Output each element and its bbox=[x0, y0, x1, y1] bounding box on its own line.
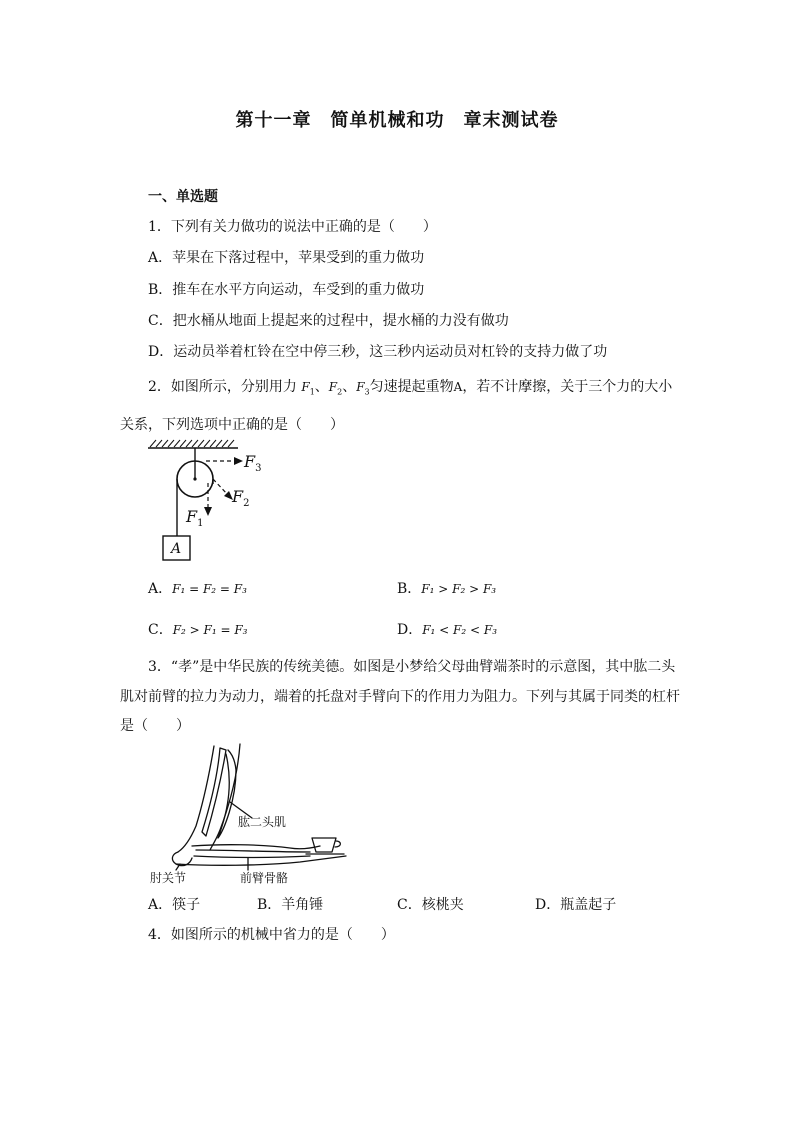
q2-option-a: A．F₁ = F₂ = F₃ bbox=[148, 581, 247, 597]
q2-stem-part-c: ，若不计摩擦，关于三个力的大小 bbox=[462, 379, 673, 395]
q4-stem: 4．如图所示的机械中省力的是（ ） bbox=[148, 927, 395, 943]
q2-stem-part-b: 匀速提起重物 bbox=[369, 379, 454, 395]
q3-option-a: A．筷子 bbox=[148, 897, 201, 913]
q3-stem-line3: 是（ ） bbox=[120, 718, 190, 734]
q1-option-a: A．苹果在下落过程中，苹果受到的重力做功 bbox=[148, 250, 425, 266]
q2-option-c: C．F₂ > F₁ = F₃ bbox=[148, 622, 248, 638]
page-title: 第十一章 简单机械和功 章末测试卷 bbox=[235, 110, 559, 131]
q2-f2: $F_2$ bbox=[328, 380, 343, 397]
q3-stem-line2: 肌对前臂的拉力为动力，端着的托盘对手臂向下的作用力为阻力。下列与其属于同类的杠杆 bbox=[120, 689, 680, 705]
q3-option-c: C．核桃夹 bbox=[397, 897, 464, 913]
force-f2-label: $F_2$ bbox=[232, 487, 250, 509]
force-f3-label: $F_3$ bbox=[244, 452, 262, 474]
biceps-label: 肱二头肌 bbox=[238, 815, 287, 829]
arm-figure bbox=[140, 740, 360, 888]
force-f2-arrow bbox=[213, 479, 233, 500]
ceiling-hatch bbox=[148, 440, 238, 448]
q2-f3: $F_3$ bbox=[356, 380, 370, 397]
tea-cup-handle bbox=[335, 841, 340, 847]
q2-option-d: D．F₁ < F₂ < F₃ bbox=[397, 622, 498, 638]
section-heading: 一、单选题 bbox=[148, 189, 218, 205]
q2-option-b: B．F₁ > F₂ > F₃ bbox=[397, 581, 497, 597]
q2-stem-part-a: 2．如图所示，分别用力 bbox=[148, 379, 297, 395]
q1-stem: 1．下列有关力做功的说法中正确的是（ ） bbox=[148, 219, 437, 235]
force-f3-arrow bbox=[206, 457, 243, 465]
q2-block-label: A bbox=[453, 380, 463, 394]
q3-option-d: D．瓶盖起子 bbox=[535, 897, 617, 913]
pulley-axle bbox=[193, 477, 196, 480]
weight-block-label: A bbox=[171, 541, 182, 557]
forearm-bone-ulna bbox=[194, 856, 310, 858]
forearm-label: 前臂骨骼 bbox=[240, 871, 289, 885]
upper-arm-outline-back bbox=[210, 744, 240, 850]
forearm-bone-radius bbox=[196, 850, 310, 852]
pulley-figure bbox=[140, 436, 280, 566]
q1-option-c: C．把水桶从地面上提起来的过程中，提水桶的力没有做功 bbox=[148, 313, 509, 329]
elbow-joint bbox=[172, 852, 192, 866]
q1-option-d: D．运动员举着杠铃在空中停三秒，这三秒内运动员对杠铃的支持力做了功 bbox=[148, 344, 608, 360]
upper-arm-outline bbox=[178, 746, 214, 852]
q1-option-b: B．推车在水平方向运动，车受到的重力做功 bbox=[148, 282, 425, 298]
q2-f1: $F_1$ bbox=[301, 380, 315, 397]
q2-stem: 2．如图所示，分别用力 $F_1$、$F_2$、$F_3$匀速提起重物A，若不计摩擦，关于三个力的大小 bbox=[148, 379, 673, 397]
tea-cup bbox=[312, 838, 336, 852]
q3-stem-line1: 3．“孝”是中华民族的传统美德。如图是小梦给父母曲臂端茶时的示意图，其中肱二头 bbox=[148, 659, 676, 675]
force-f1-label: $F_1$ bbox=[186, 507, 204, 529]
biceps-muscle bbox=[218, 750, 236, 838]
q2-stem-line2: 关系，下列选项中正确的是（ ） bbox=[120, 417, 344, 433]
q3-option-b: B．羊角锤 bbox=[257, 897, 324, 913]
elbow-label: 肘关节 bbox=[150, 871, 187, 885]
